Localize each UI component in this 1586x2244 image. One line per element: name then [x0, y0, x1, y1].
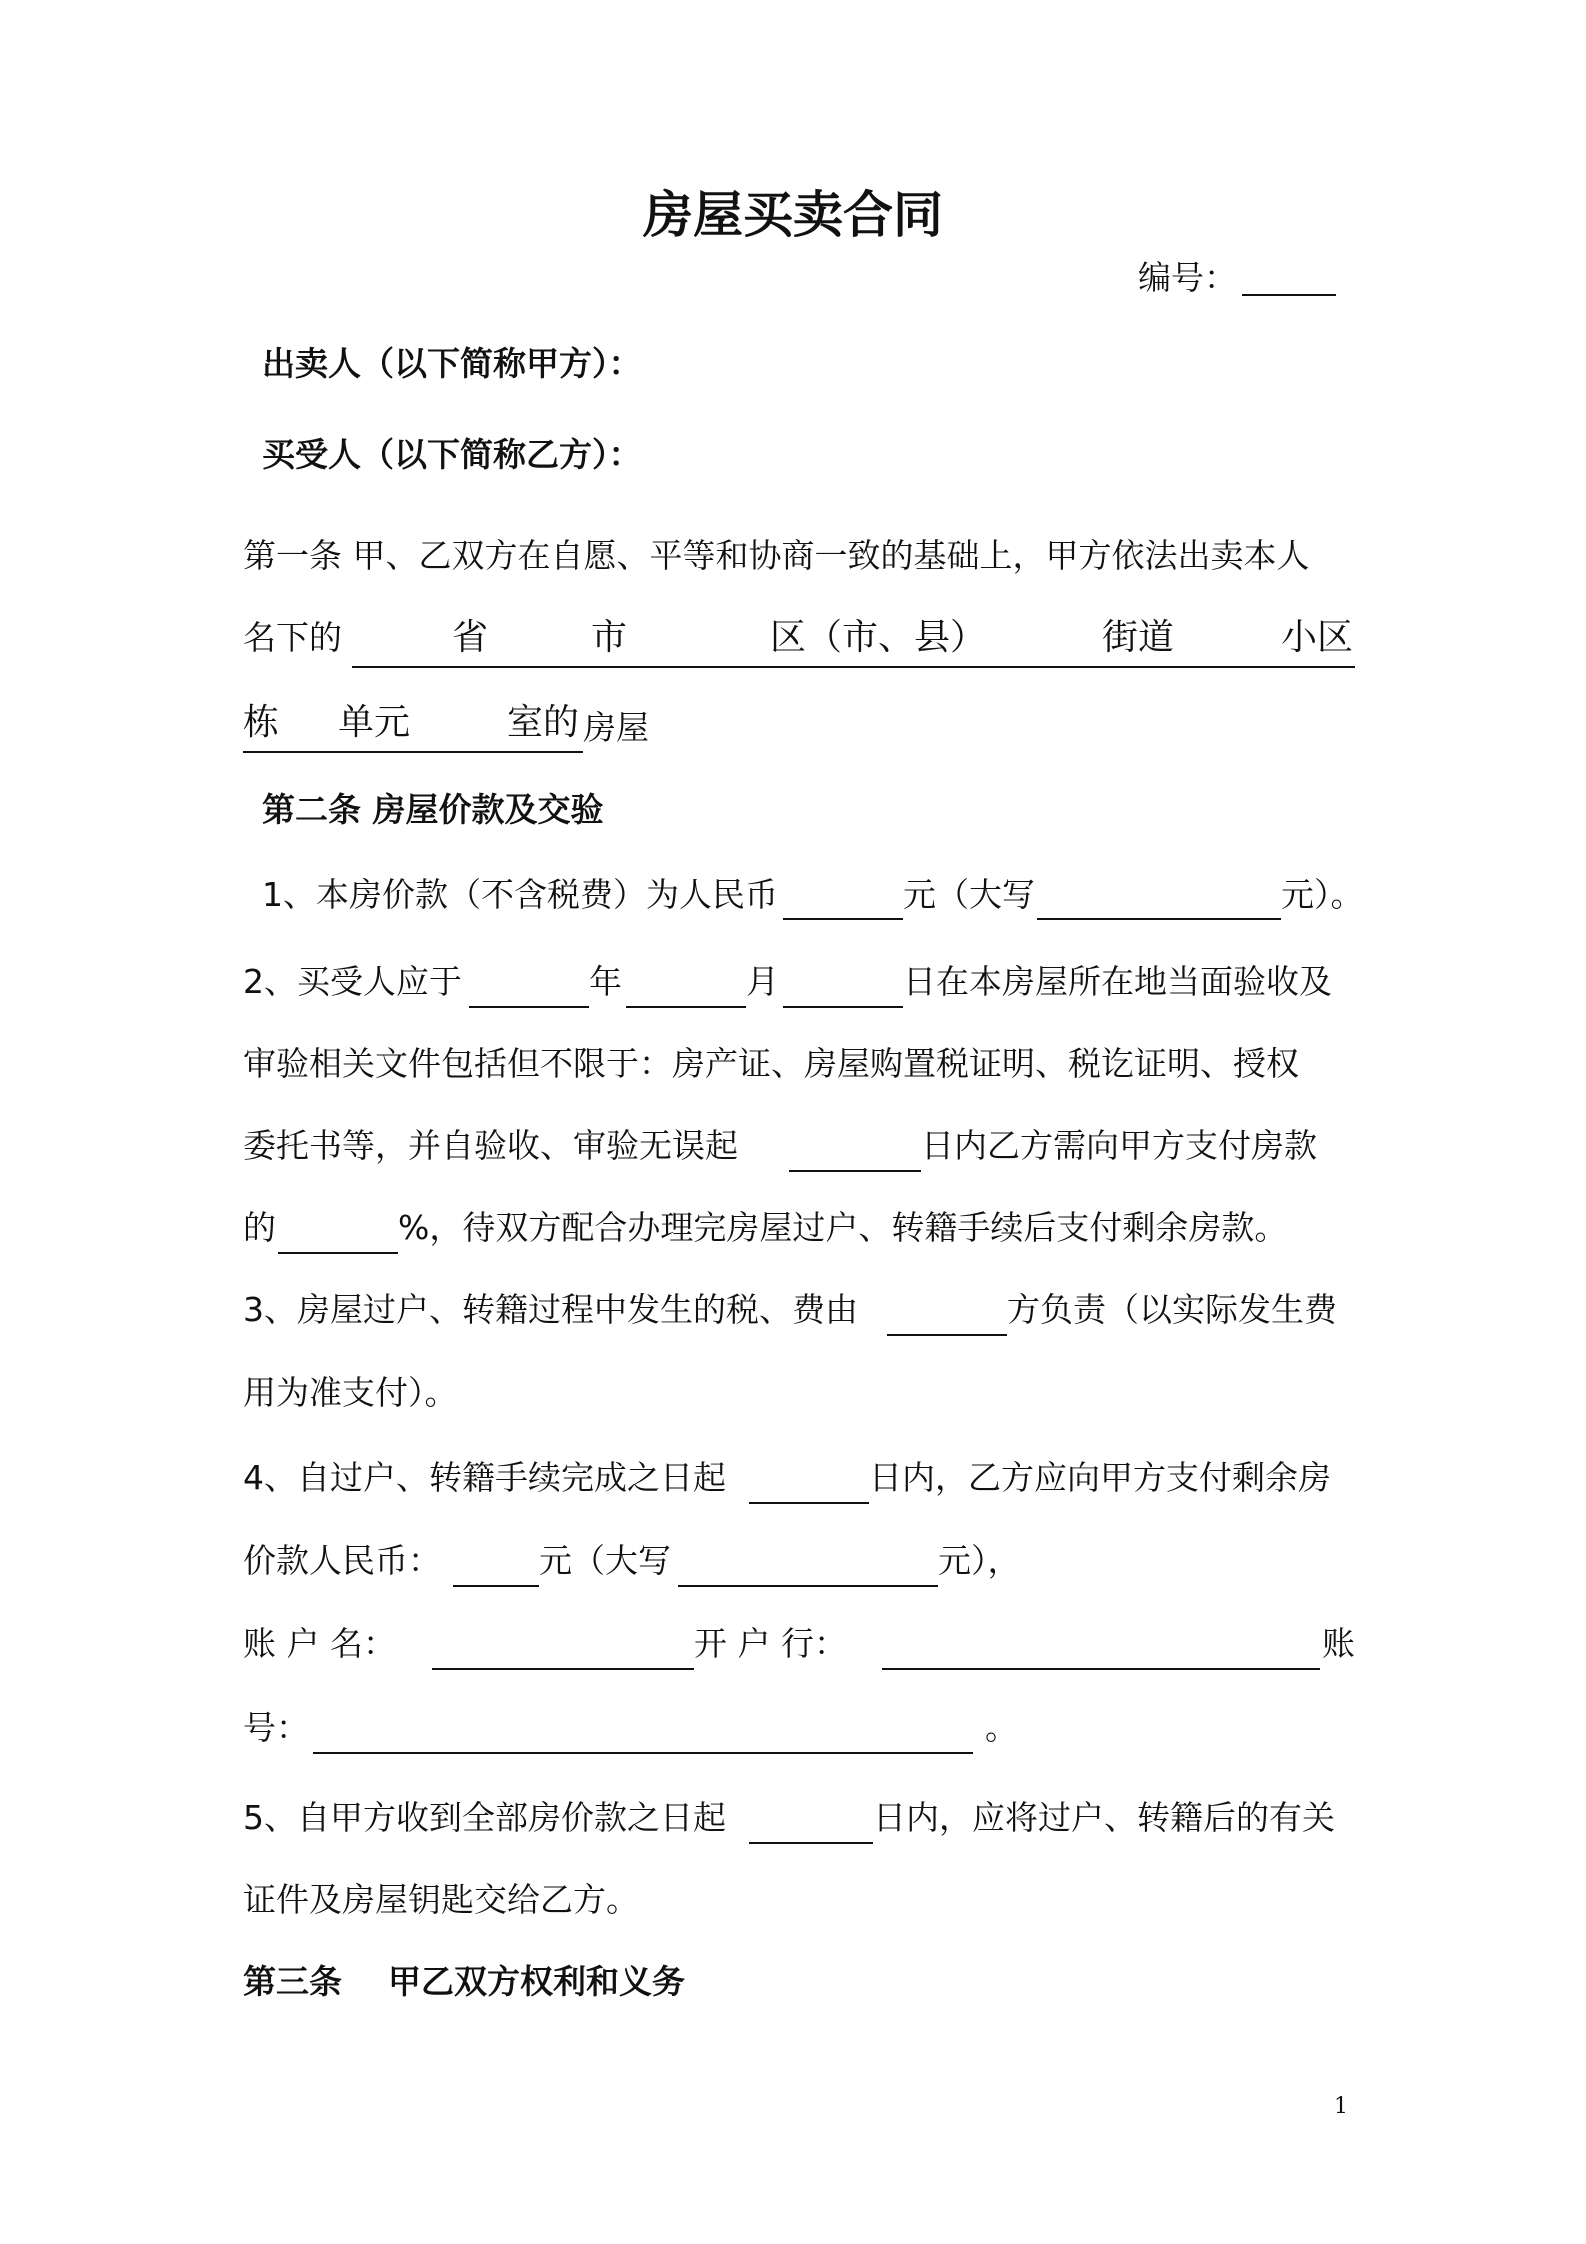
item5-line2: 证件及房屋钥匙交给乙方。 [243, 1880, 639, 1919]
address-building: 栋 [243, 702, 280, 743]
item2-day-blank [783, 1006, 903, 1008]
account-no-label-a: 账 [1322, 1624, 1355, 1663]
seller-label: 出卖人（以下简称甲方）： [262, 344, 642, 383]
article3-heading: 第三条 甲乙双方权利和义务 [243, 1962, 685, 2001]
account-no-end: 。 [985, 1708, 1018, 1747]
item3-line2: 用为准支付）。 [243, 1373, 458, 1412]
item2-year: 年 [589, 962, 622, 1001]
item5-text-a: 5、自甲方收到全部房价款之日起 [243, 1798, 726, 1837]
address-underline-2 [243, 751, 583, 753]
article1-line1: 第一条 甲、乙双方在自愿、平等和协商一致的基础上，甲方依法出卖本人 [243, 536, 1310, 575]
buyer-label: 买受人（以下简称乙方）： [262, 435, 642, 474]
item2-line3b: 日内乙方需向甲方支付房款 [921, 1126, 1317, 1165]
item3-party-blank [887, 1334, 1007, 1336]
item2-line2: 审验相关文件包括但不限于：房产证、房屋购置税证明、税讫证明、授权 [243, 1044, 1299, 1083]
item1-amount-blank [783, 918, 903, 920]
item4-amount-blank [453, 1585, 539, 1587]
account-no-blank [313, 1752, 973, 1754]
address-city: 市 [591, 617, 628, 658]
page-number: 1 [1334, 2094, 1348, 2119]
item2-line3a: 委托书等，并自验收、审验无误起 [243, 1126, 738, 1165]
address-unit: 单元 [338, 702, 411, 743]
item2-text-b: 日在本房屋所在地当面验收及 [903, 962, 1332, 1001]
item2-year-blank [469, 1006, 589, 1008]
bank-blank [882, 1668, 1320, 1670]
account-name-label: 账 户 名： [243, 1624, 396, 1663]
article1-prefix: 名下的 [243, 618, 342, 657]
item2-line4a: 的 [243, 1208, 276, 1247]
item1-amount-words-blank [1037, 918, 1281, 920]
address-street: 街道 [1102, 617, 1175, 658]
address-house: 房屋 [583, 708, 649, 747]
item4-days-blank [749, 1502, 869, 1504]
address-underline [352, 666, 1355, 668]
item2-month-blank [626, 1006, 746, 1008]
item4-line2a: 价款人民币： [243, 1541, 441, 1580]
item4-text-a: 4、自过户、转籍手续完成之日起 [243, 1458, 726, 1497]
item2-percent-blank [278, 1252, 398, 1254]
contract-number-blank [1242, 294, 1336, 296]
item4-line2b: 元（大写 [539, 1541, 671, 1580]
item2-month: 月 [746, 962, 779, 1001]
address-province: 省 [452, 617, 489, 658]
item4-line2c: 元）， [938, 1541, 1021, 1580]
item3-text-a: 3、房屋过户、转籍过程中发生的税、费由 [243, 1290, 858, 1329]
item4-text-b: 日内，乙方应向甲方支付剩余房 [869, 1458, 1331, 1497]
article2-heading: 第二条 房屋价款及交验 [262, 790, 604, 829]
item5-text-b: 日内，应将过户、转籍后的有关 [873, 1798, 1335, 1837]
account-name-blank [432, 1668, 694, 1670]
item3-text-b: 方负责（以实际发生费 [1007, 1290, 1337, 1329]
address-room: 室的 [507, 702, 580, 743]
address-district: 区（市、县） [770, 617, 987, 658]
contract-number-label: 编号： [1138, 258, 1237, 297]
item1-text-c: 元）。 [1281, 875, 1364, 914]
item1-text-b: 元（大写 [903, 875, 1035, 914]
item2-days-blank [789, 1170, 921, 1172]
item4-amount-words-blank [678, 1585, 938, 1587]
item5-days-blank [749, 1842, 873, 1844]
item2-line4b: %，待双方配合办理完房屋过户、转籍手续后支付剩余房款。 [398, 1208, 1288, 1247]
account-no-label-b: 号： [243, 1708, 309, 1747]
bank-label: 开 户 行： [694, 1624, 847, 1663]
document-title: 房屋买卖合同 [643, 186, 943, 244]
item2-text-a: 2、买受人应于 [243, 962, 462, 1001]
item1-text-a: 1、本房价款（不含税费）为人民币 [262, 875, 778, 914]
address-community: 小区 [1281, 617, 1354, 658]
